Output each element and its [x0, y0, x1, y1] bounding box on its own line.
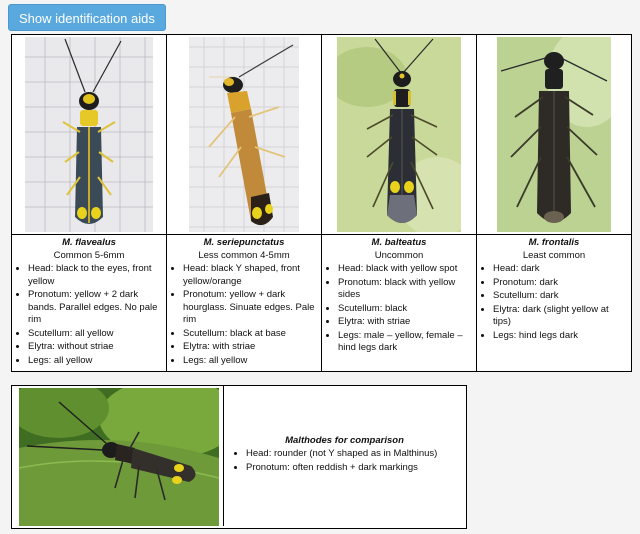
- trait-list: [477, 263, 631, 342]
- beetle-photo-seriepunctatus: [189, 37, 299, 232]
- trait-pronotum: • Pronotum: yellow + dark hourglass. Sinuate edges. Pale rim: [183, 289, 317, 327]
- species-status: Least common: [522, 250, 586, 261]
- malthodes-comparison-panel: [11, 385, 467, 529]
- description-row: [12, 235, 632, 372]
- trait-pronotum: • Pronotum: black with yellow sides: [338, 277, 472, 302]
- species-photo-cell-2: [167, 35, 322, 235]
- trait-head: • Head: dark: [493, 263, 627, 276]
- show-identification-aids-button[interactable]: Show identification aids: [8, 4, 166, 31]
- species-name: M. frontalis: [528, 237, 580, 248]
- comparison-title: Malthodes for comparison: [285, 435, 404, 446]
- species-name: M. seriepunctatus: [203, 237, 285, 248]
- trait-scutellum: • Scutellum: all yellow: [28, 328, 162, 341]
- species-status: Uncommon: [374, 250, 424, 261]
- trait-list: [224, 448, 465, 474]
- species-description-4: [477, 235, 632, 372]
- trait-elytra: • Elytra: with striae: [183, 341, 317, 354]
- trait-pronotum: • Pronotum: dark: [493, 277, 627, 290]
- trait-legs: • Legs: all yellow: [183, 355, 317, 368]
- trait-elytra: • Elytra: with striae: [338, 316, 472, 329]
- trait-legs: • Legs: hind legs dark: [493, 330, 627, 343]
- species-photo-cell-1: [12, 35, 167, 235]
- trait-scutellum: • Scutellum: dark: [493, 290, 627, 303]
- species-name: M. flavealus: [62, 237, 116, 248]
- species-description-3: [322, 235, 477, 372]
- species-status: Common 5-6mm: [53, 250, 125, 261]
- trait-head: • Head: rounder (not Y shaped as in Malthinus): [246, 448, 461, 461]
- trait-head: • Head: black to the eyes, front yellow: [28, 263, 162, 288]
- trait-head: • Head: black Y shaped, front yellow/orange: [183, 263, 317, 288]
- trait-pronotum: • Pronotum: yellow + 2 dark bands. Parallel edges. No pale rim: [28, 289, 162, 327]
- species-photo-cell-3: [322, 35, 477, 235]
- trait-legs: • Legs: all yellow: [28, 355, 162, 368]
- species-description-2: [167, 235, 322, 372]
- trait-list: [322, 263, 476, 355]
- beetle-photo-flavealus: [25, 37, 153, 232]
- beetle-photo-malthodes: [19, 388, 219, 526]
- species-photo-cell-4: [477, 35, 632, 235]
- species-status: Less common 4-5mm: [198, 250, 290, 261]
- species-name: M. balteatus: [371, 237, 427, 248]
- malthodes-description: [223, 386, 465, 526]
- species-comparison-table: [11, 34, 632, 372]
- image-row: [12, 35, 632, 235]
- trait-list: [167, 263, 321, 367]
- trait-scutellum: • Scutellum: black: [338, 303, 472, 316]
- trait-pronotum: • Pronotum: often reddish + dark markings: [246, 462, 461, 475]
- species-description-1: [12, 235, 167, 372]
- beetle-photo-frontalis: [497, 37, 611, 232]
- trait-legs: • Legs: male – yellow, female – hind legs dark: [338, 330, 472, 355]
- trait-elytra: • Elytra: without striae: [28, 341, 162, 354]
- trait-head: • Head: black with yellow spot: [338, 263, 472, 276]
- trait-elytra: • Elytra: dark (slight yellow at tips): [493, 304, 627, 329]
- beetle-photo-balteatus: [337, 37, 461, 232]
- trait-list: [12, 263, 166, 367]
- trait-scutellum: • Scutellum: black at base: [183, 328, 317, 341]
